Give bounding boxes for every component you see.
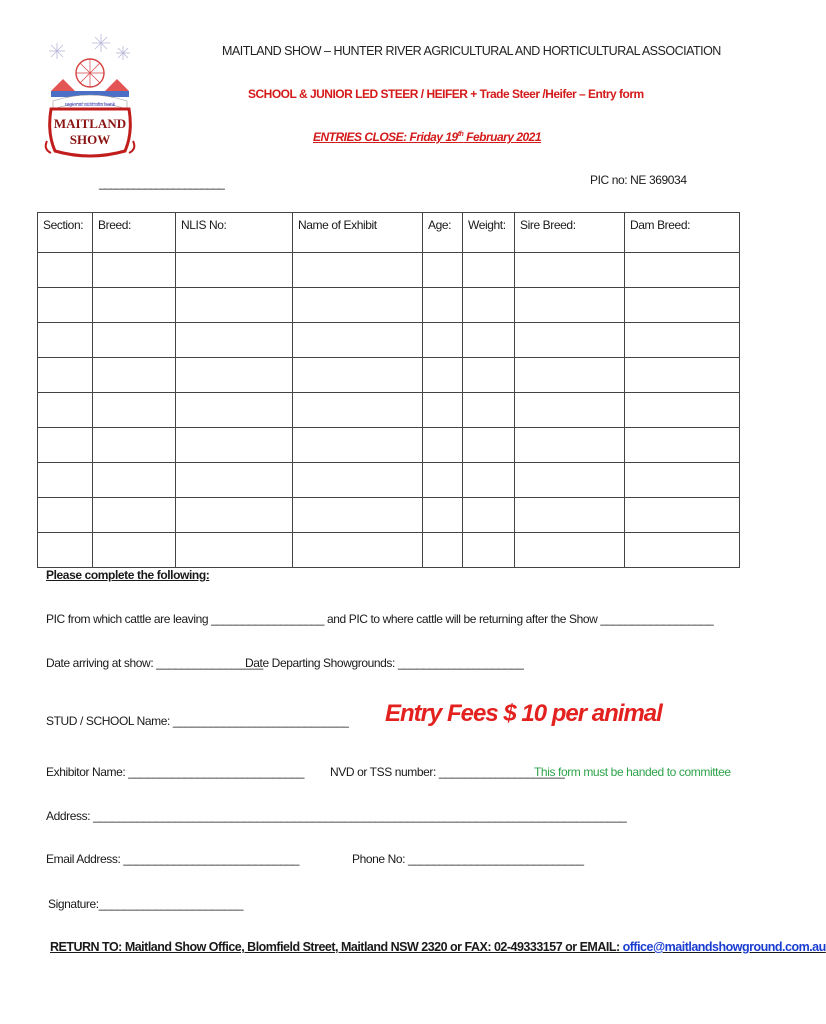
table-cell[interactable]	[293, 393, 423, 428]
col-age: Age:	[423, 213, 463, 253]
table-row	[38, 288, 740, 323]
table-cell[interactable]	[625, 498, 740, 533]
col-section: Section:	[38, 213, 93, 253]
table-cell[interactable]	[93, 358, 176, 393]
table-cell[interactable]	[423, 358, 463, 393]
table-cell[interactable]	[93, 463, 176, 498]
address-field[interactable]: Address: _____________________________________________________________________________________	[46, 809, 627, 823]
association-title: MAITLAND SHOW – HUNTER RIVER AGRICULTURAL AND HORTICULTURAL ASSOCIATION	[222, 44, 721, 58]
table-cell[interactable]	[176, 463, 293, 498]
maitland-show-logo	[45, 33, 135, 161]
table-row	[38, 498, 740, 533]
table-cell[interactable]	[38, 393, 93, 428]
table-cell[interactable]	[423, 498, 463, 533]
return-address	[50, 940, 826, 954]
table-row	[38, 533, 740, 568]
table-cell[interactable]	[423, 533, 463, 568]
table-cell[interactable]	[38, 288, 93, 323]
col-dam-breed: Dam Breed:	[625, 213, 740, 253]
table-row	[38, 463, 740, 498]
table-cell[interactable]	[625, 288, 740, 323]
logo-brand-line2: SHOW	[69, 132, 111, 147]
stud-school-name-field[interactable]: STUD / SCHOOL Name: ____________________________	[46, 714, 349, 728]
table-cell[interactable]	[515, 358, 625, 393]
table-cell[interactable]	[93, 393, 176, 428]
table-cell[interactable]	[93, 253, 176, 288]
table-cell[interactable]	[293, 288, 423, 323]
table-row	[38, 428, 740, 463]
table-cell[interactable]	[463, 323, 515, 358]
table-cell[interactable]	[515, 498, 625, 533]
col-breed: Breed:	[93, 213, 176, 253]
table-cell[interactable]	[463, 288, 515, 323]
table-row	[38, 323, 740, 358]
entries-close	[313, 130, 541, 144]
table-cell[interactable]	[93, 533, 176, 568]
return-text: RETURN TO: Maitland Show Office, Blomfield Street, Maitland NSW 2320 or FAX: 02-49333157 or EMAIL:	[50, 940, 623, 954]
logo-brand-line1: MAITLAND	[53, 116, 127, 131]
col-weight: Weight:	[463, 213, 515, 253]
table-cell[interactable]	[515, 463, 625, 498]
form-title: SCHOOL & JUNIOR LED STEER / HEIFER + Trade Steer /Heifer – Entry form	[248, 87, 644, 101]
table-cell[interactable]	[93, 323, 176, 358]
table-cell[interactable]	[93, 498, 176, 533]
sponsor-text: regional australia bank	[64, 102, 116, 108]
table-cell[interactable]	[463, 393, 515, 428]
table-cell[interactable]	[463, 463, 515, 498]
table-cell[interactable]	[515, 288, 625, 323]
entries-close-prefix: ENTRIES CLOSE: Friday 19	[313, 130, 458, 144]
table-cell[interactable]	[463, 533, 515, 568]
table-cell[interactable]	[423, 323, 463, 358]
table-cell[interactable]	[625, 358, 740, 393]
table-cell[interactable]	[293, 428, 423, 463]
table-cell[interactable]	[515, 323, 625, 358]
table-cell[interactable]	[463, 498, 515, 533]
table-cell[interactable]	[293, 253, 423, 288]
table-cell[interactable]	[176, 253, 293, 288]
nvd-tss-number-field[interactable]: NVD or TSS number: ____________________	[330, 765, 565, 779]
table-cell[interactable]	[176, 533, 293, 568]
table-cell[interactable]	[463, 428, 515, 463]
table-cell[interactable]	[176, 323, 293, 358]
table-cell[interactable]	[293, 533, 423, 568]
col-name-of-exhibit: Name of Exhibit	[293, 213, 423, 253]
phone-number-field[interactable]: Phone No: ____________________________	[352, 852, 584, 866]
table-cell[interactable]	[293, 498, 423, 533]
table-cell[interactable]	[176, 288, 293, 323]
table-cell[interactable]	[38, 428, 93, 463]
table-cell[interactable]	[625, 463, 740, 498]
table-cell[interactable]	[293, 358, 423, 393]
return-email-link[interactable]: office@maitlandshowground.com.au	[622, 940, 826, 954]
table-cell[interactable]	[38, 323, 93, 358]
table-cell[interactable]	[463, 253, 515, 288]
table-cell[interactable]	[176, 498, 293, 533]
table-cell[interactable]	[38, 253, 93, 288]
table-cell[interactable]	[176, 393, 293, 428]
table-body	[38, 253, 740, 568]
table-cell[interactable]	[625, 393, 740, 428]
signature-field[interactable]: Signature:_______________________	[48, 897, 244, 911]
entries-close-sup: th	[457, 131, 464, 138]
exhibitor-name-field[interactable]: Exhibitor Name: ____________________________	[46, 765, 304, 779]
table-cell[interactable]	[293, 463, 423, 498]
col-nlis: NLIS No:	[176, 213, 293, 253]
table-row	[38, 358, 740, 393]
entries-table	[37, 212, 740, 568]
table-cell[interactable]	[515, 253, 625, 288]
table-cell[interactable]	[625, 323, 740, 358]
please-complete-heading: Please complete the following:	[46, 568, 210, 582]
table-cell[interactable]	[293, 323, 423, 358]
table-cell[interactable]	[176, 358, 293, 393]
table-cell[interactable]	[93, 288, 176, 323]
table-cell[interactable]	[515, 428, 625, 463]
table-header-row	[38, 213, 740, 253]
col-sire-breed: Sire Breed:	[515, 213, 625, 253]
pic-leaving-returning-field[interactable]: PIC from which cattle are leaving __________________ and PIC to where cattle will be returning after the Show __________________	[46, 612, 714, 626]
table-row	[38, 253, 740, 288]
top-blank-line[interactable]: ______________________	[99, 176, 224, 190]
table-cell[interactable]	[463, 358, 515, 393]
email-address-field[interactable]: Email Address: ____________________________	[46, 852, 300, 866]
table-cell[interactable]	[423, 393, 463, 428]
table-cell[interactable]	[625, 533, 740, 568]
table-cell[interactable]	[38, 533, 93, 568]
handed-to-committee-note: This form must be handed to committee	[534, 765, 731, 779]
table-cell[interactable]	[625, 428, 740, 463]
table-cell[interactable]	[176, 428, 293, 463]
table-row	[38, 393, 740, 428]
table-cell[interactable]	[423, 288, 463, 323]
table-cell[interactable]	[38, 498, 93, 533]
date-arriving-field[interactable]: Date arriving at show: _________________	[46, 656, 263, 670]
pic-number: PIC no: NE 369034	[590, 173, 687, 187]
table-cell[interactable]	[625, 253, 740, 288]
table-cell[interactable]	[38, 358, 93, 393]
table-cell[interactable]	[423, 463, 463, 498]
table-cell[interactable]	[515, 533, 625, 568]
date-departing-field[interactable]: Date Departing Showgrounds: ____________________	[245, 656, 524, 670]
table-cell[interactable]	[423, 253, 463, 288]
table-cell[interactable]	[38, 463, 93, 498]
table-cell[interactable]	[93, 428, 176, 463]
entry-fees-notice: Entry Fees $ 10 per animal	[385, 700, 662, 727]
table-cell[interactable]	[423, 428, 463, 463]
entries-close-suffix: February 2021	[463, 130, 542, 144]
table-cell[interactable]	[515, 393, 625, 428]
